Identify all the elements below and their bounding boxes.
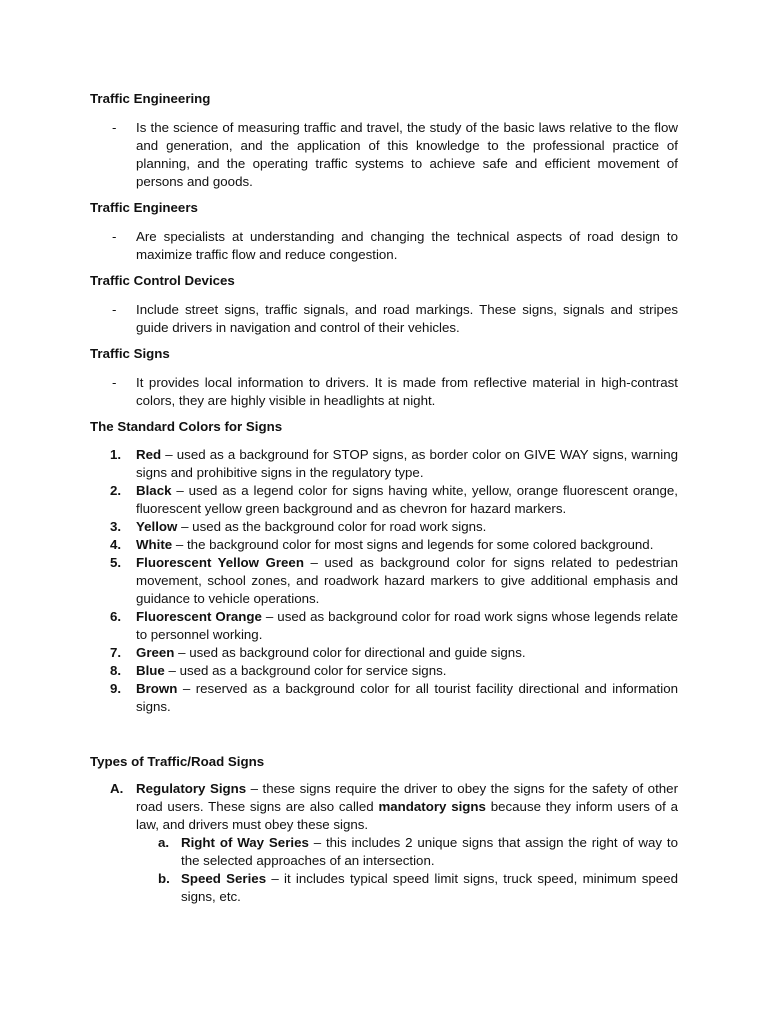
color-description: – reserved as a background color for all tourist facility directional and information signs.: [136, 681, 678, 714]
sub-list-letter: a.: [158, 835, 170, 850]
sub-description: – it includes typical speed limit signs, truck speed, minimum speed signs, etc.: [181, 871, 678, 904]
color-description: – used as background color for road work signs whose legends relate to personnel working.: [136, 609, 678, 642]
color-term: Blue: [136, 663, 165, 678]
sub-description: – this includes 2 unique signs that assign the right of way to the selected approaches of an intersection.: [181, 835, 678, 868]
color-list-item: [90, 446, 678, 482]
section-spacer: [90, 716, 678, 753]
color-term: Green: [136, 645, 175, 660]
heading-traffic-engineers: Traffic Engineers: [90, 200, 198, 215]
color-term: Brown: [136, 681, 178, 696]
definition-text: Include street signs, traffic signals, and road markings. These signs, signals and stripes guide drivers in navigation and control of their vehicles.: [136, 302, 678, 335]
list-number: 7.: [110, 645, 122, 660]
list-number: 5.: [110, 555, 122, 570]
color-term: Red: [136, 447, 162, 462]
color-description: – used as background color for directional and guide signs.: [174, 645, 526, 660]
document-page: [90, 90, 678, 906]
heading-spacer: [90, 771, 678, 780]
sub-list-item: [90, 834, 678, 870]
heading-standard-colors: The Standard Colors for Signs: [90, 419, 283, 434]
list-letter: A.: [110, 781, 124, 796]
color-term: Yellow: [136, 519, 178, 534]
color-term: Fluorescent Orange: [136, 609, 262, 624]
color-list-item: [90, 662, 678, 680]
sub-list-item: [90, 870, 678, 906]
color-term: White: [136, 537, 173, 552]
sign-type-regulatory: [90, 780, 678, 834]
definition-traffic-engineers: [90, 228, 678, 264]
list-number: 4.: [110, 537, 122, 552]
definition-text: Is the science of measuring traffic and travel, the study of the basic laws relative to the flow and generation, and the application of this knowledge to the professional practice of planning, and the operating traffic systems to achieve safe and efficient movement of persons and goods.: [136, 120, 678, 189]
color-list-item: [90, 644, 678, 662]
dash-bullet: -: [112, 120, 117, 135]
color-term: Fluorescent Yellow Green: [136, 555, 304, 570]
list-number: 1.: [110, 447, 122, 462]
color-list-item: [90, 554, 678, 608]
color-list-item: [90, 518, 678, 536]
sign-type-description-cont: because they inform users of a law, and drivers must obey these signs.: [136, 799, 679, 832]
color-term: Black: [136, 483, 172, 498]
list-number: 6.: [110, 609, 122, 624]
sub-list-letter: b.: [158, 871, 170, 886]
color-description: – used as a background for STOP signs, as border color on GIVE WAY signs, warning signs and prohibitive signs in the regulatory type.: [136, 447, 678, 480]
sign-type-description: – these signs require the driver to obey the signs for the safety of other road users. These signs are also called: [136, 781, 678, 814]
color-list-item: [90, 608, 678, 644]
standard-colors-list: [90, 446, 678, 716]
definition-traffic-signs: [90, 374, 678, 410]
definition-text: Are specialists at understanding and changing the technical aspects of road design to maximize traffic flow and reduce congestion.: [136, 229, 678, 262]
color-description: – used as background color for signs related to pedestrian movement, school zones, and roadwork hazard markers to give additional emphasis and guidance to vehicle operations.: [136, 555, 678, 606]
sign-type-term: Regulatory Signs: [136, 781, 247, 796]
list-number: 8.: [110, 663, 122, 678]
heading-traffic-control-devices: Traffic Control Devices: [90, 273, 235, 288]
sub-term: Right of Way Series: [181, 835, 309, 850]
definition-text: It provides local information to drivers. It is made from reflective material in high-contrast colors, they are highly visible in headlights at night.: [136, 375, 678, 408]
color-list-item: [90, 482, 678, 518]
color-description: – used as a legend color for signs having white, yellow, orange fluorescent orange, fluorescent yellow green background and as chevron for hazard markers.: [136, 483, 678, 516]
color-list-item: [90, 536, 678, 554]
list-number: 3.: [110, 519, 122, 534]
definition-traffic-engineering: [90, 119, 678, 191]
dash-bullet: -: [112, 375, 117, 390]
color-description: – used as a background color for service signs.: [164, 663, 447, 678]
sub-term: Speed Series: [181, 871, 267, 886]
sign-type-emphasis: mandatory signs: [378, 799, 486, 814]
list-number: 2.: [110, 483, 122, 498]
heading-types-of-signs: Types of Traffic/Road Signs: [90, 754, 265, 769]
color-list-item: [90, 680, 678, 716]
heading-traffic-signs: Traffic Signs: [90, 346, 170, 361]
color-description: – the background color for most signs and legends for some colored background.: [172, 537, 654, 552]
dash-bullet: -: [112, 229, 117, 244]
dash-bullet: -: [112, 302, 117, 317]
list-number: 9.: [110, 681, 122, 696]
definition-traffic-control-devices: [90, 301, 678, 337]
heading-traffic-engineering: Traffic Engineering: [90, 91, 211, 106]
color-description: – used as the background color for road work signs.: [177, 519, 487, 534]
